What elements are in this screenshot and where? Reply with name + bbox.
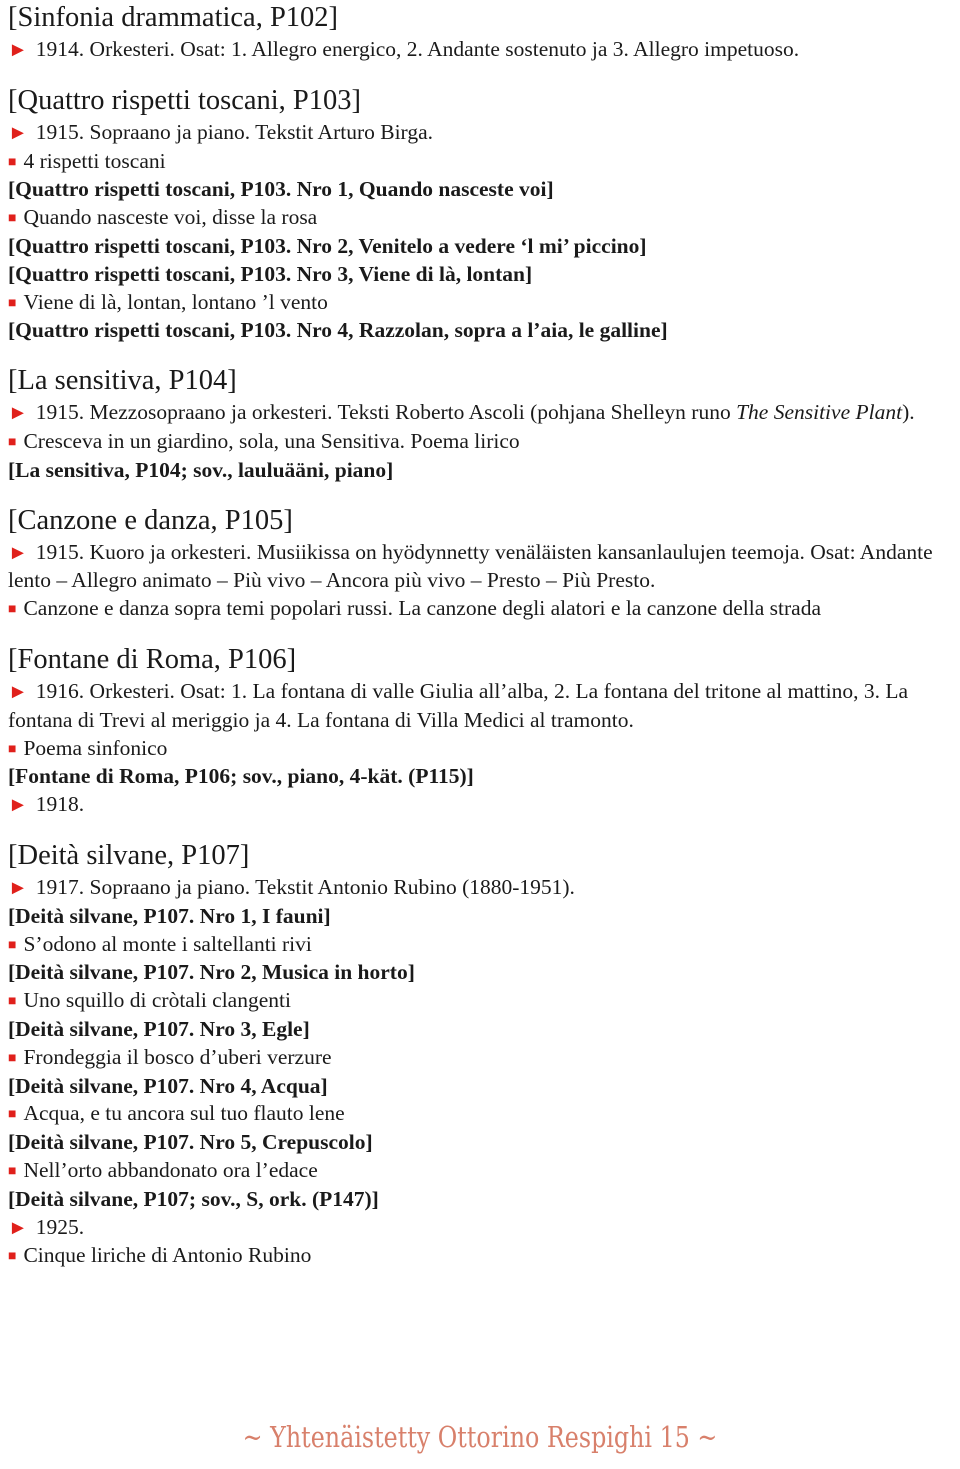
square-icon: ■ xyxy=(8,602,17,618)
section-heading-p107: [Deità silvane, P107] xyxy=(8,839,250,871)
arrangement-title: [Deità silvane, P107; sov., S, ork. (P147)] xyxy=(8,1186,379,1211)
square-icon: ■ xyxy=(8,434,17,450)
subtitle-line: ■ Cinque liriche di Antonio Rubino xyxy=(8,1243,312,1268)
subtitle-line: ■ Nell’orto abbandonato ora l’edace xyxy=(8,1157,318,1182)
triangle-right-icon: ► xyxy=(8,402,28,425)
square-icon: ■ xyxy=(8,295,17,311)
info-line: ► 1914. Orkesteri. Osat: 1. Allegro energico, 2. Andante sostenuto ja 3. Allegro impetuoso. xyxy=(8,37,800,61)
section-heading-p104: [La sensitiva, P104] xyxy=(8,365,237,397)
triangle-right-icon: ► xyxy=(8,121,28,144)
subtitle-line: ■ Viene di là, lontan, lontano ’l vento xyxy=(8,289,328,314)
movement-title: [Deità silvane, P107. Nro 5, Crepuscolo] xyxy=(8,1130,373,1155)
movement-title: [Quattro rispetti toscani, P103. Nro 3, Viene di là, lontan] xyxy=(8,261,533,286)
arrangement-title: [La sensitiva, P104; sov., lauluääni, piano] xyxy=(8,457,394,482)
triangle-right-icon: ► xyxy=(8,541,28,564)
subtitle-line: ■ Canzone e danza sopra temi popolari russi. La canzone degli alatori e la canzone della strada xyxy=(8,596,822,621)
movement-title: [Deità silvane, P107. Nro 2, Musica in horto] xyxy=(8,960,415,985)
section-heading-p105: [Canzone e danza, P105] xyxy=(8,504,293,536)
subtitle-line: ■ Acqua, e tu ancora sul tuo flauto lene xyxy=(8,1101,345,1126)
info-line: ► 1916. Orkesteri. Osat: 1. La fontana di valle Giulia all’alba, 2. La fontana del tritone al mattino, 3. La fontana di Trevi al meriggio ja 4. La fontana di Villa Medici al tramonto. xyxy=(8,678,909,732)
subtitle-line: ■ Frondeggia il bosco d’uberi verzure xyxy=(8,1044,332,1069)
info-line: ► 1915. Kuoro ja orkesteri. Musiikissa on hyödynnetty venäläisten kansanlaulujen teemoja. Osat: Andante lento – Allegro animato – Più vivo – Ancora più vivo – Presto – Più Presto. xyxy=(8,539,933,593)
page-footer: ~ Yhtenäistetty Ottorino Respighi 15 ~ xyxy=(242,1420,718,1454)
triangle-right-icon: ► xyxy=(8,680,28,703)
info-line: ► 1917. Sopraano ja piano. Tekstit Antonio Rubino (1880-1951). xyxy=(8,874,575,899)
square-icon: ■ xyxy=(8,211,17,227)
info-line: ► 1915. Mezzosopraano ja orkesteri. Teksti Roberto Ascoli (pohjana Shelleyn runo The Sensitive Plant). xyxy=(8,400,915,425)
subtitle-line: ■ Poema sinfonico xyxy=(8,735,168,760)
triangle-right-icon: ► xyxy=(8,1216,28,1239)
subtitle-line: ■ Uno squillo di cròtali clangenti xyxy=(8,988,291,1013)
movement-title: [Quattro rispetti toscani, P103. Nro 4, Razzolan, sopra a l’aia, le galline] xyxy=(8,318,668,343)
square-icon: ■ xyxy=(8,154,17,170)
square-icon: ■ xyxy=(8,741,17,757)
subtitle-line: ■ 4 rispetti toscani xyxy=(8,148,166,173)
movement-title: [Quattro rispetti toscani, P103. Nro 1, Quando nasceste voi] xyxy=(8,177,554,202)
movement-title: [Quattro rispetti toscani, P103. Nro 2, Venitelo a vedere ‘l mi’ piccino] xyxy=(8,233,647,258)
document-page xyxy=(8,0,956,1271)
section-heading-p103: [Quattro rispetti toscani, P103] xyxy=(8,84,362,116)
section-heading-p106: [Fontane di Roma, P106] xyxy=(8,643,297,675)
movement-title: [Deità silvane, P107. Nro 4, Acqua] xyxy=(8,1073,328,1098)
subtitle-line: ■ S’odono al monte i saltellanti rivi xyxy=(8,931,312,956)
triangle-right-icon: ► xyxy=(8,39,28,61)
movement-title: [Deità silvane, P107. Nro 1, I fauni] xyxy=(8,903,331,928)
section-heading-p102: [Sinfonia drammatica, P102] xyxy=(8,2,339,33)
subtitle-line: ■ Quando nasceste voi, disse la rosa xyxy=(8,205,318,230)
subtitle-line: ■ Cresceva in un giardino, sola, una Sensitiva. Poema lirico xyxy=(8,428,520,453)
square-icon: ■ xyxy=(8,994,17,1010)
movement-title: [Deità silvane, P107. Nro 3, Egle] xyxy=(8,1016,310,1041)
info-line: ► 1918. xyxy=(8,792,85,817)
info-line: ► 1915. Sopraano ja piano. Tekstit Arturo Birga. xyxy=(8,119,433,144)
square-icon: ■ xyxy=(8,1249,17,1265)
square-icon: ■ xyxy=(8,1050,17,1066)
square-icon: ■ xyxy=(8,1163,17,1179)
arrangement-title: [Fontane di Roma, P106; sov., piano, 4-kät. (P115)] xyxy=(8,764,474,789)
triangle-right-icon: ► xyxy=(8,876,28,899)
info-line: ► 1925. xyxy=(8,1214,85,1239)
square-icon: ■ xyxy=(8,1107,17,1123)
square-icon: ■ xyxy=(8,937,17,953)
triangle-right-icon: ► xyxy=(8,794,28,817)
